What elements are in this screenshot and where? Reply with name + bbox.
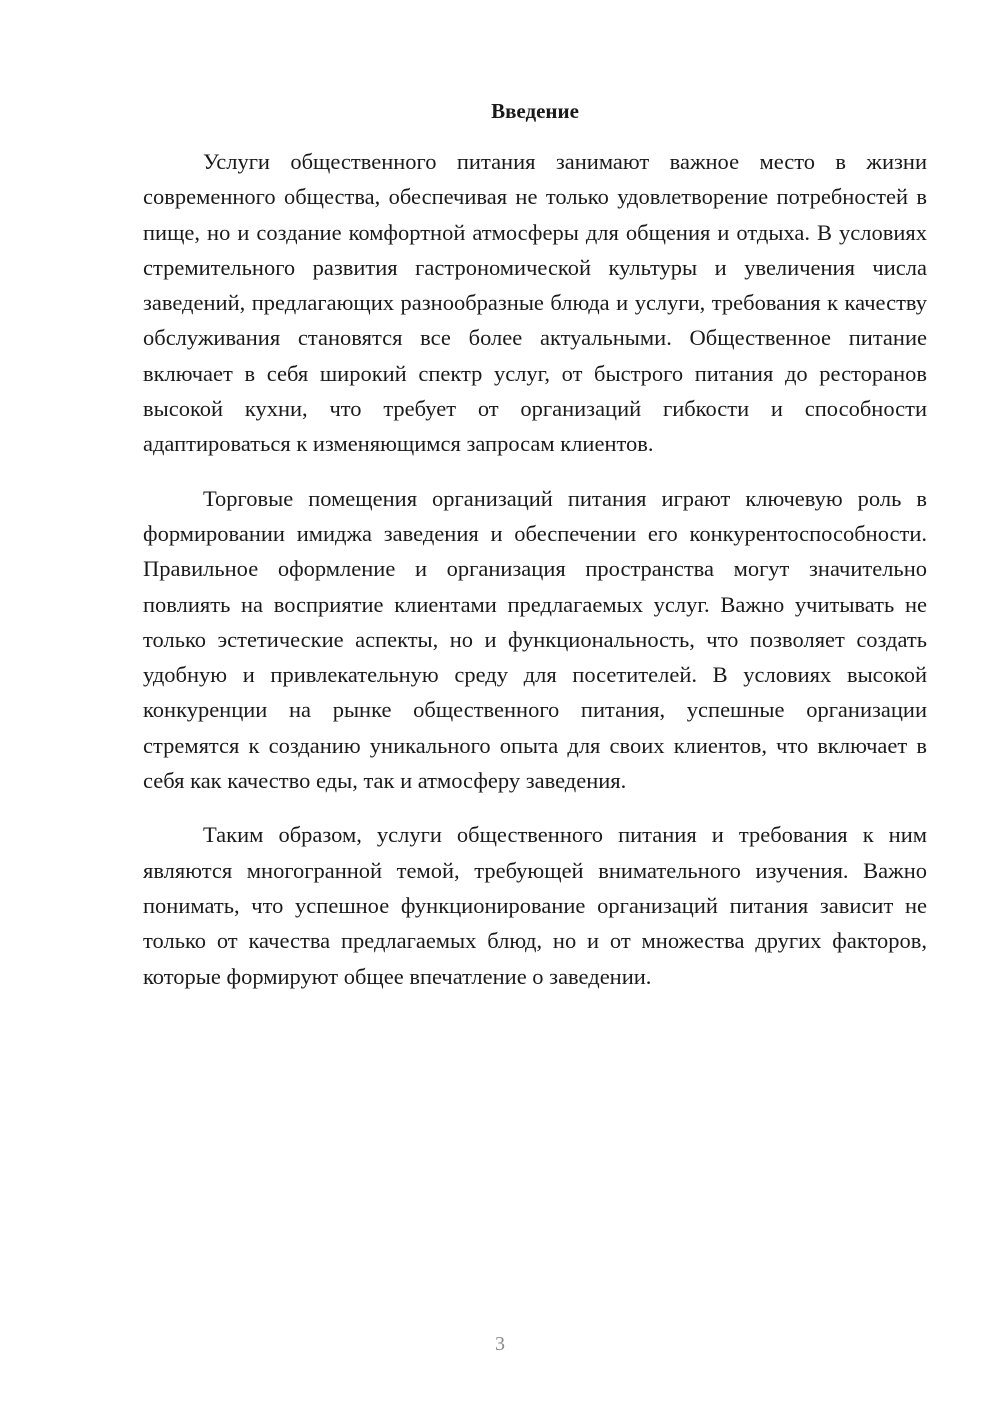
page-number: 3 [495, 1333, 505, 1355]
section-title: Введение [491, 99, 579, 123]
page-content [143, 98, 927, 1013]
paragraph-3: Таким образом, услуги общественного питания и требования к ним являются многогранной темой, требующей внимательного изучения. Важно понимать, что успешное функционирование организаций питания зависит не только от качества предлагаемых блюд, но и от множества других факторов, которые формируют общее впечатление о заведении. [143, 822, 927, 989]
paragraph-1: Услуги общественного питания занимают важное место в жизни современного общества, обеспечивая не только удовлетворение потребностей в пище, но и создание комфортной атмосферы для общения и отдыха. В условиях стремительного развития гастрономической культуры и увеличения числа заведений, предлагающих разнообразные блюда и услуги, требования к качеству обслуживания становятся все более актуальными. Общественное питание включает в себя широкий спектр услуг, от быстрого питания до ресторанов высокой кухни, что требует от организаций гибкости и способности адаптироваться к изменяющимся запросам клиентов. [143, 149, 927, 457]
paragraph-2: Торговые помещения организаций питания играют ключевую роль в формировании имиджа заведения и обеспечении его конкурентоспособности. Правильное оформление и организация пространства могут значительно повлиять на восприятие клиентами предлагаемых услуг. Важно учитывать не только эстетические аспекты, но и функциональность, что позволяет создать удобную и привлекательную среду для посетителей. В условиях высокой конкуренции на рынке общественного питания, успешные организации стремятся к созданию уникального опыта для своих клиентов, что включает в себя как качество еды, так и атмосферу заведения. [143, 485, 927, 794]
